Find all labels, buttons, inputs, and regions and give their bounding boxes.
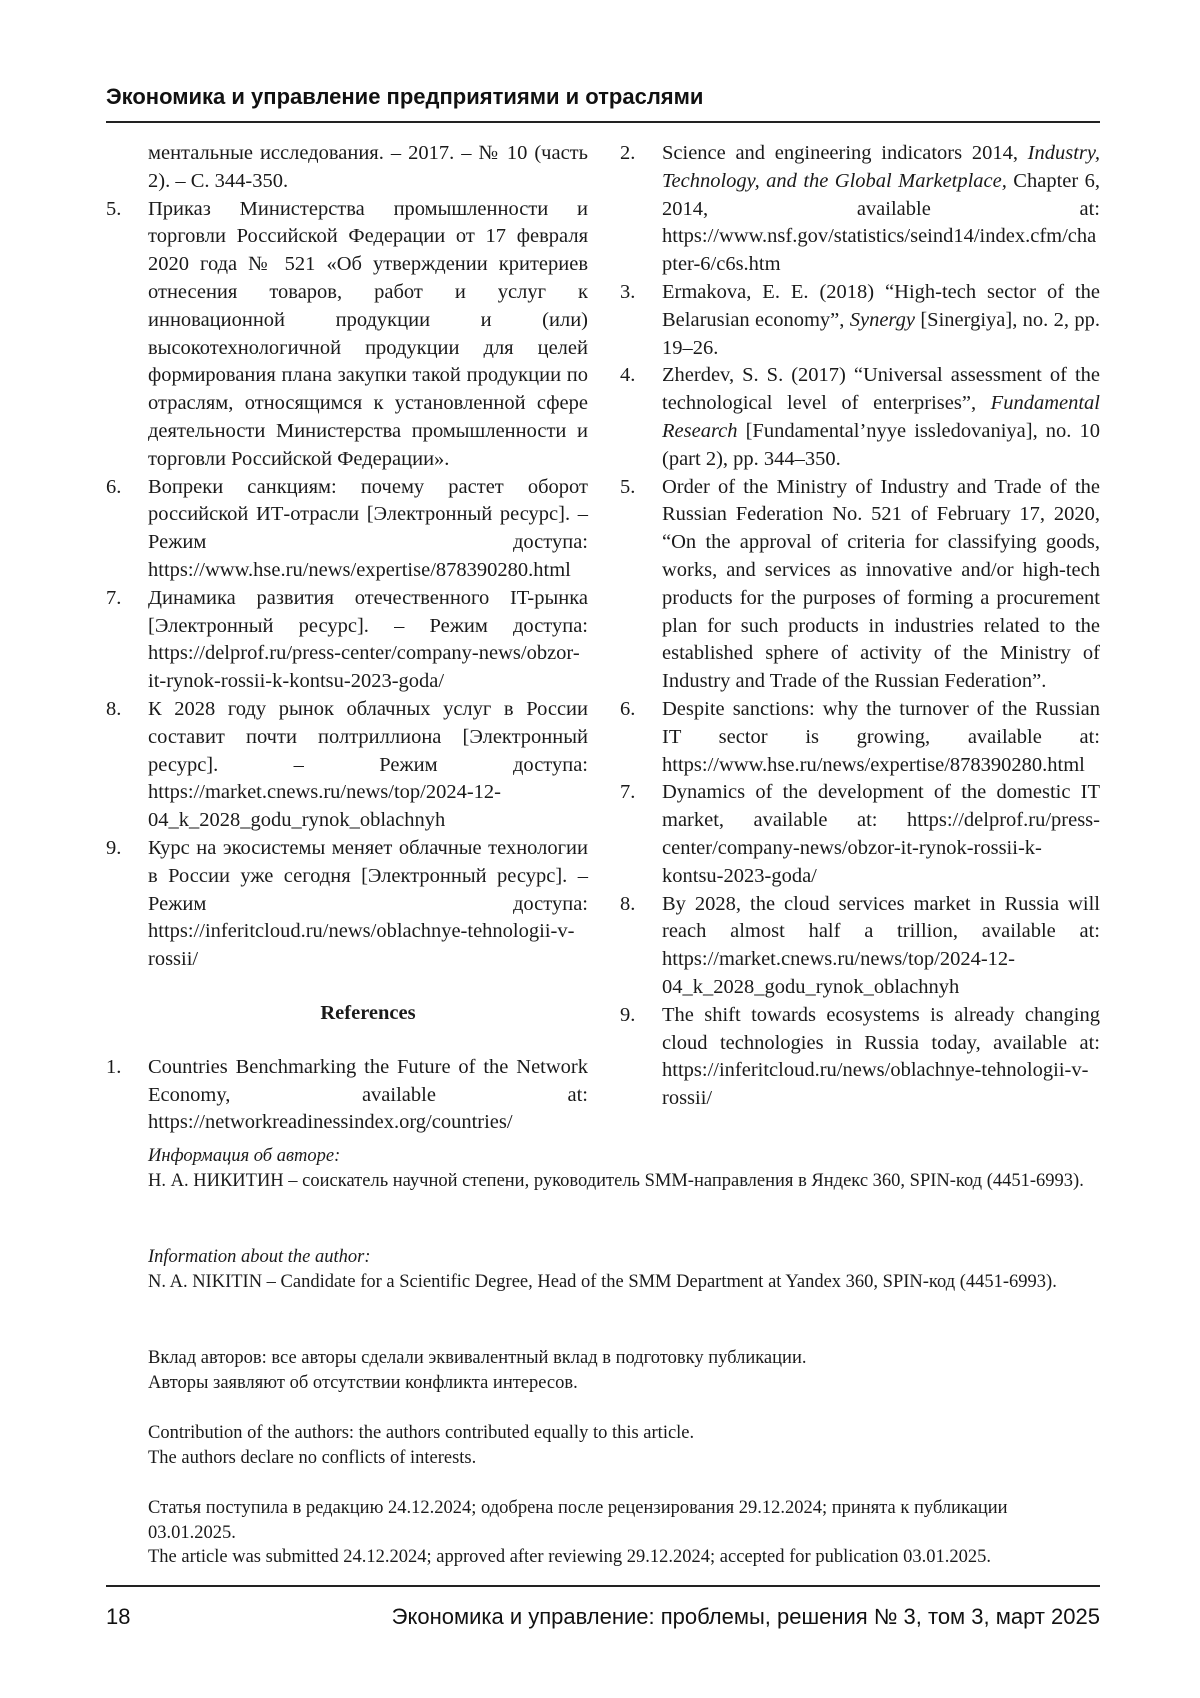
header-rule	[106, 121, 1100, 123]
reference-item	[620, 1002, 1100, 1113]
reference-text-post: Chapter 6, 2014, available at: https://www.nsf.gov/statistics/seind14/index.cfm/chapter-6/c6s.htm	[662, 169, 1100, 276]
left-column	[106, 140, 588, 1137]
reference-item	[620, 891, 1100, 1002]
reference-item	[620, 140, 1100, 279]
reference-item	[620, 279, 1100, 362]
reference-text-italic: Synergy	[849, 308, 915, 331]
author-info-text: Н. А. НИКИТИН – соискатель научной степени, руководитель SMM-направления в Яндекс 360, SPIN-код (4451-6993).	[148, 1170, 1084, 1191]
reference-item	[620, 362, 1100, 473]
declarations-en	[148, 1421, 1100, 1470]
reference-text: Dynamics of the development of the domestic IT market, available at: https://delprof.ru/press-center/company-news/obzor-it-rynok-rossii-k-kontsu-2023-goda/	[662, 781, 1100, 887]
reference-number: 8.	[620, 892, 636, 915]
reference-number: 3.	[620, 280, 636, 303]
reference-number: 4.	[620, 364, 636, 387]
reference-item	[620, 474, 1100, 696]
conflict-statement: The authors declare no conflicts of interests.	[148, 1447, 477, 1468]
running-footer	[106, 1602, 1100, 1632]
reference-item	[106, 1054, 588, 1137]
declarations-ru	[148, 1346, 1100, 1395]
reference-item	[106, 474, 588, 585]
footer-rule	[106, 1585, 1100, 1587]
continued-reference: ментальные исследования. – 2017. – № 10 (часть 2). – С. 344-350.	[148, 142, 588, 192]
reference-text	[662, 140, 1100, 279]
reference-number: 9.	[106, 836, 122, 859]
author-info-label: Информация об авторе:	[148, 1146, 341, 1166]
contribution-statement: Contribution of the authors: the authors contributed equally to this article.	[148, 1423, 695, 1443]
reference-text: Курс на экосистемы меняет облачные технологии в России уже сегодня [Электронный ресурс]. – Режим доступа: https://inferitcloud.ru/news/oblachnye-tehnologii-v-rossii/	[148, 836, 588, 971]
reference-text: Приказ Министерства промышленности и торговли Российской Федерации от 17 февраля 2020 года № 521 «Об утверждении критериев отнесения товаров, работ и услуг к инновационной продукции и (или) высокотехнологичной продукции для целей формирования плана закупки такой продукции по отраслям, относящимся к установленной сфере деятельности Министерства промышленности и торговли Российской Федерации».	[148, 197, 588, 470]
reference-text: Order of the Ministry of Industry and Trade of the Russian Federation No. 521 of February 17, 2020, “On the approval of criteria for classifying goods, works, and services as innovative and/or high-tech products for the purposes of forming a procurement plan for such products in industries related to the established sphere of activity of the Ministry of Industry and Trade of the Russian Federation”.	[662, 475, 1100, 693]
reference-item	[106, 696, 588, 835]
author-info-text: N. A. NIKITIN – Candidate for a Scientific Degree, Head of the SMM Department at Yandex 360, SPIN-код (4451-6993).	[148, 1271, 1057, 1292]
reference-text-post: [Fundamental’nyye issledovaniya], no. 10 (part 2), pp. 344–350.	[662, 419, 1100, 470]
contribution-statement: Вклад авторов: все авторы сделали эквивалентный вклад в подготовку публикации.	[148, 1348, 807, 1368]
reference-text: Countries Benchmarking the Future of the Network Economy, available at: https://networkreadinessindex.org/countries/	[148, 1055, 588, 1134]
reference-text-pre: Ermakova, E. E. (2018) “High-tech sector of the Belarusian economy”,	[662, 280, 1100, 331]
reference-item	[106, 835, 588, 974]
reference-number: 7.	[620, 781, 636, 804]
article-dates	[148, 1496, 1100, 1570]
dates-en: The article was submitted 24.12.2024; approved after reviewing 29.12.2024; accepted for publication 03.01.2025.	[148, 1547, 992, 1568]
author-info-en	[148, 1245, 1100, 1294]
reference-number: 5.	[106, 197, 122, 220]
reference-number: 6.	[106, 475, 122, 498]
author-info-label: Information about the author:	[148, 1247, 371, 1267]
reference-number: 2.	[620, 142, 636, 164]
conflict-statement: Авторы заявляют об отсутствии конфликта интересов.	[148, 1372, 578, 1393]
right-column	[620, 140, 1100, 1113]
reference-text-italic: Fundamental Research	[662, 392, 1100, 442]
reference-number: 1.	[106, 1055, 122, 1078]
reference-text	[662, 362, 1100, 473]
reference-item	[106, 585, 588, 696]
reference-text: К 2028 году рынок облачных услуг в России составит почти полтриллиона [Электронный ресурс]. – Режим доступа: https://market.cnews.ru/news/top/2024-12-04_k_2028_godu_rynok_oblachnyh	[148, 697, 588, 832]
reference-text	[662, 279, 1100, 362]
reference-number: 6.	[620, 697, 636, 720]
page-number: 18	[106, 1604, 131, 1629]
reference-number: 7.	[106, 586, 122, 609]
reference-number: 5.	[620, 475, 636, 498]
reference-text-pre: Science and engineering indicators 2014,	[662, 142, 1028, 164]
dates-ru: Статья поступила в редакцию 24.12.2024; одобрена после рецензирования 29.12.2024; принята к публикации 03.01.2025.	[148, 1498, 1008, 1543]
reference-text: The shift towards ecosystems is already changing cloud technologies in Russia today, available at: https://inferitcloud.ru/news/oblachnye-tehnologii-v-rossii/	[662, 1003, 1100, 1110]
reference-text: Динамика развития отечественного IT-рынка [Электронный ресурс]. – Режим доступа: https://delprof.ru/press-center/company-news/obzor-it-rynok-rossii-k-kontsu-2023-goda/	[148, 586, 588, 693]
journal-issue: Экономика и управление: проблемы, решения № 3, том 3, март 2025	[391, 1604, 1100, 1629]
running-header: Экономика и управление предприятиями и отраслями	[106, 84, 704, 109]
reference-text: Despite sanctions: why the turnover of the Russian IT sector is growing, available at: https://www.hse.ru/news/expertise/878390280.html	[662, 697, 1100, 776]
reference-text-post: [Sinergiya], no. 2, pp. 19–26.	[662, 308, 1100, 359]
reference-number: 9.	[620, 1003, 636, 1026]
reference-text: By 2028, the cloud services market in Russia will reach almost half a trillion, available at: https://market.cnews.ru/news/top/2024-12-04_k_2028_godu_rynok_oblachnyh	[662, 892, 1100, 998]
reference-item	[620, 696, 1100, 779]
reference-item	[620, 779, 1100, 890]
reference-number: 8.	[106, 697, 122, 720]
references-heading: References	[320, 1001, 416, 1024]
reference-text-italic: Industry, Technology, and the Global Marketplace,	[662, 142, 1100, 192]
reference-text-pre: Zherdev, S. S. (2017) “Universal assessment of the technological level of enterprises”,	[662, 364, 1100, 415]
author-info-ru	[148, 1144, 1100, 1193]
reference-item	[106, 196, 588, 474]
reference-text: Вопреки санкциям: почему растет оборот российской ИТ-отрасли [Электронный ресурс]. – Режим доступа: https://www.hse.ru/news/expertise/878390280.html	[148, 475, 588, 581]
